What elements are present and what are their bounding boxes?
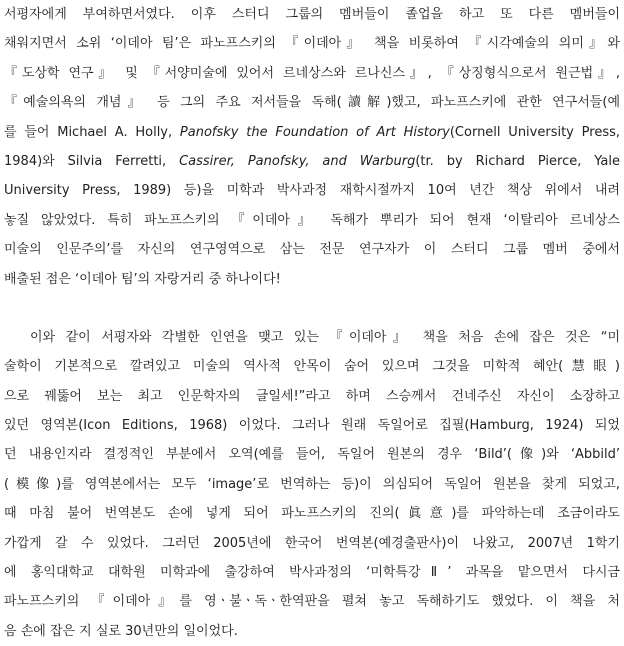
book-title: Panofsky the Foundation of Art History: [179, 124, 450, 140]
text-line: 미술의 인문주의’를 자신의 연구영역으로 삼는 전문 연구자가 이 스터디 그룹 멤버 중에서: [4, 242, 620, 258]
text-line: 술학이 기본적으로 깔려있고 미술의 역사적 안목이 숨어 있으며 그것을 미학적 혜안(慧眼): [4, 359, 620, 375]
text-line: 를 들어 Michael A. Holly, Panofsky the Foundation of Art History(Cornell University Press,: [4, 124, 620, 140]
text-line: 으로 꿰뚫어 보는 최고 인문학자의 글일세!”라고 하며 스승께서 건네주신 자신이 소장하고: [4, 388, 620, 404]
document-page: [4, 0, 620, 639]
text-line: 이와 같이 서평자와 각별한 인연을 맺고 있는 『이데아』 책을 처음 손에 잡은 것은 “미: [30, 329, 620, 345]
text-line: 파노프스키의 『이데아』를 영ㆍ불ㆍ독ㆍ한역판을 펼쳐 놓고 독해하기도 했었다. 이 책을 처: [4, 594, 620, 610]
book-title: Cassirer, Panofsky, and Warburg: [179, 153, 416, 169]
text-line: 『예술의욕의 개념』 등 그의 주요 저서들을 독해(讀解)했고, 파노프스키에 관한 연구서들(예: [4, 95, 620, 111]
text-line: 배출된 점은 ‘이데아 팀’의 자랑거리 중 하나이다!: [4, 271, 281, 287]
text-line: 『도상학 연구』 및 『서양미술에 있어서 르네상스와 르나신스』, 『상징형식으로서 원근법』,: [4, 65, 620, 81]
text-line: 있던 영역본(Icon Editions, 1968) 이었다. 그러나 원래 독일어로 집필(Hamburg, 1924) 되었: [4, 418, 620, 434]
text-line: 때 마침 불어 번역본도 손에 넣게 되어 파노프스키의 진의(眞意)를 파악하는데 조금이라도: [4, 506, 620, 522]
text-line: 1984)와 Silvia Ferretti, Cassirer, Panofsky, and Warburg(tr. by Richard Pierce, Yale: [4, 153, 620, 169]
text-line: (模像)를 영역본에서는 모두 ‘image’로 번역하는 등)이 의심되어 독일어 원본을 찾게 되었고,: [4, 476, 620, 492]
text-line: 에 홍익대학교 대학원 미학과에 출강하여 박사과정의 ‘미학특강Ⅱ’ 과목을 맡으면서 다시금: [4, 565, 620, 581]
paragraph-1: [4, 0, 620, 294]
text-line: 가깝게 갈 수 있었다. 그러던 2005년에 한국어 번역본(예경출판사)이 나왔고, 2007년 1학기: [4, 535, 620, 551]
text-line: 서평자에게 부여하면서였다. 이후 스터디 그룹의 멤버들이 졸업을 하고 또 다른 멤버들이: [4, 7, 620, 22]
text-line: 던 내용인지라 결정적인 부분에서 오역(예를 들어, 독일어 원본의 경우 ‘Bild’(像)와 ‘Abbild’: [4, 447, 620, 463]
text-line: 채워지면서 소위 ‘이데아 팀’은 파노프스키의 『이데아』 책을 비롯하여 『시각예술의 의미』와: [4, 36, 620, 52]
text-line: 놓질 않았었다. 특히 파노프스키의 『이데아』 독해가 뿌리가 되어 현재 ‘이탈리아 르네상스: [4, 212, 620, 228]
paragraph-2: [4, 323, 620, 646]
paragraph-gap: [4, 294, 620, 323]
text-line: 음 손에 잡은 지 실로 30년만의 일이었다.: [4, 623, 238, 639]
text-line: University Press, 1989) 등)을 미학과 박사과정 재학시절까지 10여 년간 책상 위에서 내려: [4, 183, 620, 199]
